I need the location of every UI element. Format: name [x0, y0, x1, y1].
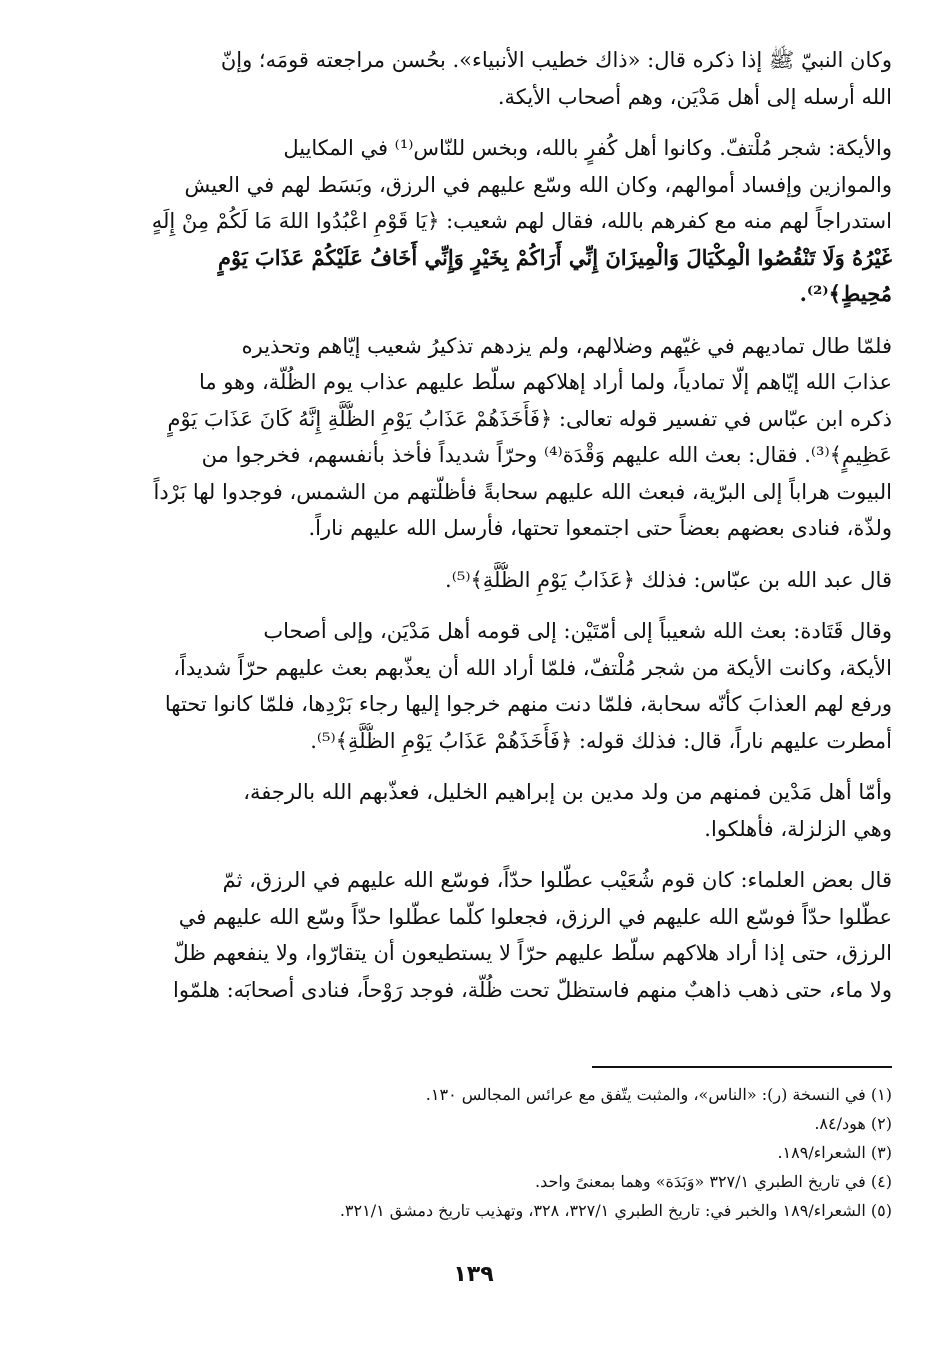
text-line: قال بعض العلماء: كان قوم شُعَيْب عطّلوا حدّاً، فوسّع الله عليهم في الرزق، ثمّ	[222, 868, 892, 892]
text-line: البيوت هراباً إلى البرّية، فبعث الله عليهم سحابةً فأظلّتهم من الشمس، فوجدوا لها بَرْداً	[153, 479, 892, 504]
text-line: ولذّة، فنادى بعضهم بعضاً حتى اجتمعوا تحتها، فأرسل الله عليهم ناراً.	[308, 516, 892, 540]
footnotes	[92, 1080, 892, 1225]
paragraph-5	[92, 613, 892, 759]
text-line: والأيكة: شجر مُلْتفّ. وكانوا أهل كُفرٍ بالله، وبخس للنّاس⁽¹⁾ في المكاييل	[283, 136, 892, 160]
paragraph-7	[92, 862, 892, 1008]
paragraph-6	[92, 774, 892, 847]
text-line: عطّلوا حدّاً فوسّع الله عليهم في الرزق، فجعلوا كلّما عطّلوا حدّاً وسّع الله عليهم في	[178, 904, 892, 929]
main-text	[92, 42, 892, 1023]
text-line: عَظِيمٍ﴾⁽³⁾. فقال: بعث الله عليهم وَقْدَة⁽⁴⁾ وحرّاً شديداً فأخذ بأنفسهم، فخرجوا من	[201, 443, 892, 467]
text-line: عذابَ الله إيّاهم إلّا تمادياً، ولما أراد إهلاكهم سلّط عليهم عذاب يوم الظُلّة، وهو ما	[198, 370, 892, 394]
text-line: وأمّا أهل مَدْين فمنهم من ولد مدين بن إبراهيم الخليل، فعذّبهم الله بالرجفة،	[243, 780, 892, 804]
text-line: قال عبد الله بن عبّاس: فذلك ﴿عَذَابُ يَوْمِ الظُّلَّةِ﴾⁽⁵⁾.	[445, 567, 892, 592]
quran-verse-line: غَيْرُهُ وَلَا تَنْقُصُوا الْمِكْيَالَ وَالْمِيزَانَ إِنِّي أَرَاكُمْ بِخَيْرٍ وَإِنِّي أَخَافُ عَلَيْكُمْ عَذَابَ يَوْمٍ	[218, 244, 892, 270]
footnote: (٤) في تاريخ الطبري ٣٢٧/١ «وَبَدَة» وهما بمعنىً واحد.	[535, 1172, 892, 1191]
text-line: فلمّا طال تماديهم في غيّهم وضلالهم، ولم يزدهم تذكيرُ شعيب إيّاهم وتحذيره	[241, 333, 892, 358]
text-line: والموازين وإفساد أموالهم، وكان الله وسّع عليهم في الرزق، وبَسَط لهم في العيش	[184, 172, 892, 197]
footnote: (٣) الشعراء/١٨٩.	[777, 1143, 892, 1162]
text-line: ولا ماء، حتى ذهب ذاهبٌ منهم فاستظلّ تحت ظُلّة، فوجد رَوْحاً، فنادى أصحابَه: هلمّوا	[173, 977, 892, 1002]
text-line: استدراجاً لهم منه مع كفرهم بالله، فقال لهم شعيب: ﴿يَا قَوْمِ اعْبُدُوا اللهَ مَا لَكُمْ مِنْ إِلَهٍ	[151, 209, 892, 233]
page-number: ١٣٩	[453, 1262, 494, 1287]
paragraph-3	[92, 328, 892, 547]
footnote: (٢) هود/٨٤.	[814, 1114, 892, 1133]
paragraph-1	[92, 42, 892, 115]
text-line: ذكره ابن عبّاس في تفسير قوله تعالى: ﴿فَأَخَذَهُمْ عَذَابُ يَوْمِ الظُّلَّةِ إِنَّهُ كَانَ عَذَابَ يَوْمٍ	[167, 406, 892, 431]
text-line: وقال قَتَادة: بعث الله شعيباً إلى أمّتَيْن: إلى قومه أهل مَدْيَن، وإلى أصحاب	[263, 619, 892, 643]
text-line: الأيكة، وكانت الأيكة من شجر مُلْتفّ، فلمّا أراد الله أن يعذّبهم بعث عليهم حرّاً شديداً،	[173, 655, 892, 680]
text-line: وهي الزلزلة، فأهلكوا.	[704, 816, 892, 841]
footnote: (١) في النسخة (ر): «الناس»، والمثبت يتّفق مع عرائس المجالس ١٣٠.	[425, 1085, 892, 1104]
footnote-divider	[592, 1066, 892, 1068]
paragraph-2	[92, 130, 892, 313]
footnote: (٥) الشعراء/١٨٩ والخبر في: تاريخ الطبري ٣٢٧/١، ٣٢٨، وتهذيب تاريخ دمشق ٣٢١/١.	[339, 1201, 892, 1220]
text-line: الله أرسله إلى أهل مَدْيَن، وهم أصحاب الأيكة.	[497, 84, 892, 109]
text-line: أمطرت عليهم ناراً، قال: فذلك قوله: ﴿فَأَخَذَهُمْ عَذَابُ يَوْمِ الظُّلَّةِ﴾⁽⁵⁾.	[310, 728, 892, 753]
text-line: وكان النبيّ ﷺ إذا ذكره قال: «ذاك خطيب الأنبياء». بحُسن مراجعته قومَه؛ وإنّ	[220, 48, 892, 72]
text-line: ورفع لهم العذابَ كأنّه سحابة، فلمّا دنت منهم خرجوا إليها رجاء بَرْدِها، فلمّا كانوا تحتها	[164, 692, 892, 716]
paragraph-4	[92, 562, 892, 599]
text-line: الرزق، حتى إذا أراد هلاكهم سلّط عليهم حرّاً لا يستطيعون أن يتقارّوا، ولا ينفعهم ظلّ	[173, 941, 892, 965]
quran-verse-line: مُحِيطٍ﴾⁽²⁾.	[799, 281, 892, 306]
